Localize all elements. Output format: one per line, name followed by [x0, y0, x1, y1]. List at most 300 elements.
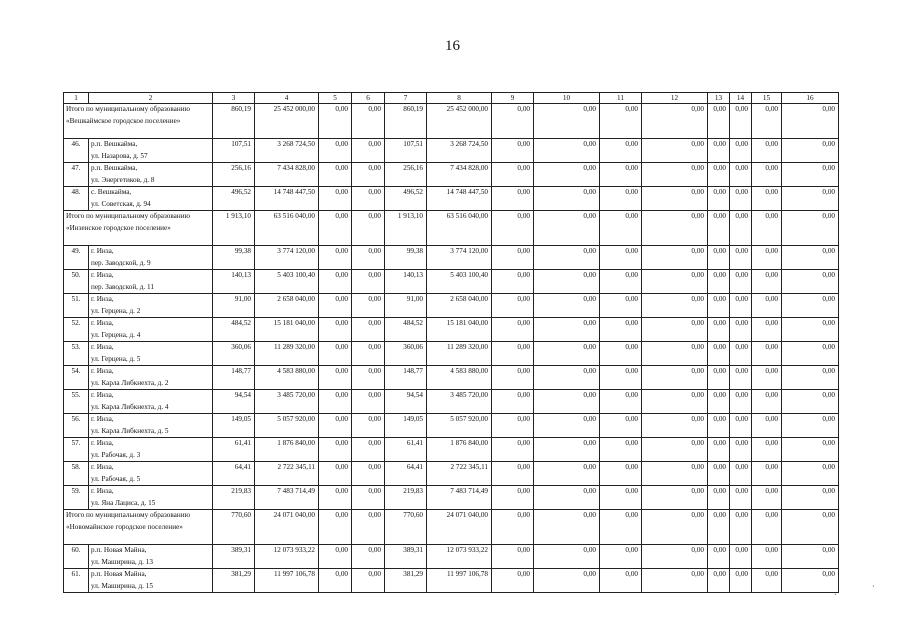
value-cell: 0,00	[708, 462, 730, 486]
value-cell: 0,00	[752, 104, 782, 139]
value-cell: 0,00	[319, 270, 352, 294]
value-cell: 0,00	[782, 342, 839, 366]
value-cell: 0,00	[708, 187, 730, 211]
value-cell: 0,00	[782, 163, 839, 187]
value-cell: 1 913,10	[385, 211, 427, 246]
scan-dot: ·	[872, 582, 875, 591]
address-line-1: г. Инза,	[91, 415, 114, 423]
value-cell: 770,60	[385, 510, 427, 545]
value-cell: 0,00	[642, 139, 708, 163]
value-cell: 0,00	[730, 211, 752, 246]
value-cell: 496,52	[213, 187, 255, 211]
value-cell: 12 073 933,22	[255, 545, 319, 569]
address-line-1: р.п. Вешкайма,	[91, 164, 138, 172]
address-cell	[89, 414, 213, 438]
value-cell: 1 876 840,00	[255, 438, 319, 462]
value-cell: 0,00	[352, 569, 385, 593]
value-cell: 484,52	[385, 318, 427, 342]
value-cell: 91,00	[385, 294, 427, 318]
value-cell: 0,00	[319, 510, 352, 545]
value-cell: 0,00	[319, 246, 352, 270]
value-cell: 0,00	[752, 438, 782, 462]
value-cell: 14 748 447,50	[255, 187, 319, 211]
value-cell: 2 722 345,11	[427, 462, 492, 486]
value-cell: 15 181 040,00	[255, 318, 319, 342]
row-number: 59.	[64, 486, 89, 510]
value-cell: 0,00	[600, 211, 642, 246]
value-cell: 0,00	[352, 318, 385, 342]
value-cell: 149,05	[213, 414, 255, 438]
value-cell: 99,38	[213, 246, 255, 270]
value-cell: 0,00	[730, 342, 752, 366]
row-number: 57.	[64, 438, 89, 462]
value-cell: 0,00	[534, 294, 600, 318]
value-cell: 0,00	[352, 510, 385, 545]
value-cell: 12 073 933,22	[427, 545, 492, 569]
address-line-1: г. Инза,	[91, 247, 114, 255]
value-cell: 0,00	[642, 545, 708, 569]
value-cell: 0,00	[319, 438, 352, 462]
address-line-1: г. Инза,	[91, 391, 114, 399]
value-cell: 381,29	[385, 569, 427, 593]
row-number: 51.	[64, 294, 89, 318]
value-cell: 0,00	[352, 104, 385, 139]
value-cell: 0,00	[600, 366, 642, 390]
value-cell: 1 876 840,00	[427, 438, 492, 462]
row-number: 54.	[64, 366, 89, 390]
value-cell: 0,00	[752, 462, 782, 486]
value-cell: 0,00	[642, 246, 708, 270]
value-cell: 0,00	[492, 294, 534, 318]
value-cell: 11 997 106,78	[255, 569, 319, 593]
value-cell: 0,00	[492, 139, 534, 163]
address-cell	[89, 294, 213, 318]
value-cell: 63 516 040,00	[255, 211, 319, 246]
address-line-1: р.п. Вешкайма,	[91, 140, 138, 148]
value-cell: 0,00	[642, 486, 708, 510]
address-line-2: ул. Советская, д. 94	[91, 199, 151, 208]
value-cell: 0,00	[534, 569, 600, 593]
value-cell: 24 071 040,00	[255, 510, 319, 545]
value-cell: 0,00	[730, 569, 752, 593]
table-row	[64, 294, 839, 318]
value-cell: 0,00	[319, 318, 352, 342]
address-cell	[89, 139, 213, 163]
value-cell: 0,00	[708, 569, 730, 593]
value-cell: 0,00	[492, 342, 534, 366]
value-cell: 0,00	[534, 104, 600, 139]
value-cell: 0,00	[352, 246, 385, 270]
row-number: 55.	[64, 390, 89, 414]
column-number: 4	[255, 93, 319, 104]
address-cell	[89, 545, 213, 569]
value-cell: 0,00	[708, 104, 730, 139]
value-cell: 256,16	[213, 163, 255, 187]
value-cell: 94,54	[213, 390, 255, 414]
value-cell: 0,00	[600, 318, 642, 342]
value-cell: 0,00	[600, 246, 642, 270]
row-number: 53.	[64, 342, 89, 366]
value-cell: 0,00	[642, 438, 708, 462]
value-cell: 0,00	[492, 366, 534, 390]
value-cell: 0,00	[752, 414, 782, 438]
value-cell: 0,00	[708, 342, 730, 366]
value-cell: 0,00	[600, 486, 642, 510]
value-cell: 0,00	[708, 246, 730, 270]
table-row	[64, 270, 839, 294]
value-cell: 94,54	[385, 390, 427, 414]
value-cell: 496,52	[385, 187, 427, 211]
value-cell: 64,41	[385, 462, 427, 486]
value-cell: 0,00	[534, 163, 600, 187]
value-cell: 0,00	[352, 462, 385, 486]
value-cell: 0,00	[492, 545, 534, 569]
value-cell: 0,00	[534, 414, 600, 438]
value-cell: 0,00	[752, 510, 782, 545]
value-cell: 3 774 120,00	[255, 246, 319, 270]
address-cell	[89, 318, 213, 342]
column-number: 2	[89, 93, 213, 104]
value-cell: 3 485 720,00	[255, 390, 319, 414]
address-line-1: г. Инза,	[91, 319, 114, 327]
table-row	[64, 187, 839, 211]
address-line-1: р.п. Новая Майна,	[91, 546, 147, 554]
address-line-1: г. Инза,	[91, 439, 114, 447]
value-cell: 0,00	[534, 510, 600, 545]
value-cell: 0,00	[600, 104, 642, 139]
value-cell: 107,51	[385, 139, 427, 163]
subtotal-row	[64, 510, 839, 545]
value-cell: 0,00	[534, 318, 600, 342]
value-cell: 0,00	[752, 390, 782, 414]
value-cell: 2 658 040,00	[255, 294, 319, 318]
value-cell: 0,00	[708, 139, 730, 163]
value-cell: 7 483 714,49	[255, 486, 319, 510]
table-row	[64, 139, 839, 163]
value-cell: 0,00	[319, 390, 352, 414]
value-cell: 0,00	[319, 342, 352, 366]
value-cell: 0,00	[492, 414, 534, 438]
address-cell	[89, 462, 213, 486]
value-cell: 0,00	[534, 187, 600, 211]
value-cell: 0,00	[642, 163, 708, 187]
address-line-1: г. Инза,	[91, 367, 114, 375]
value-cell: 63 516 040,00	[427, 211, 492, 246]
value-cell: 0,00	[600, 545, 642, 569]
value-cell: 0,00	[319, 569, 352, 593]
address-line-1: г. Инза,	[91, 343, 114, 351]
value-cell: 0,00	[782, 318, 839, 342]
table-row	[64, 246, 839, 270]
value-cell: 3 268 724,50	[255, 139, 319, 163]
value-cell: 0,00	[782, 569, 839, 593]
value-cell: 0,00	[534, 545, 600, 569]
value-cell: 484,52	[213, 318, 255, 342]
value-cell: 0,00	[319, 414, 352, 438]
value-cell: 0,00	[534, 342, 600, 366]
value-cell: 0,00	[730, 366, 752, 390]
value-cell: 219,83	[385, 486, 427, 510]
address-cell	[89, 390, 213, 414]
column-number: 9	[492, 93, 534, 104]
value-cell: 381,29	[213, 569, 255, 593]
column-number: 10	[534, 93, 600, 104]
value-cell: 0,00	[708, 366, 730, 390]
address-cell	[89, 342, 213, 366]
value-cell: 1 913,10	[213, 211, 255, 246]
table-row	[64, 486, 839, 510]
value-cell: 0,00	[319, 366, 352, 390]
value-cell: 0,00	[642, 414, 708, 438]
value-cell: 61,41	[385, 438, 427, 462]
value-cell: 0,00	[782, 211, 839, 246]
value-cell: 0,00	[642, 366, 708, 390]
address-cell	[89, 569, 213, 593]
table-row	[64, 414, 839, 438]
address-line-1: с. Вешкайма,	[91, 188, 132, 196]
value-cell: 0,00	[752, 163, 782, 187]
value-cell: 0,00	[600, 462, 642, 486]
value-cell: 0,00	[492, 104, 534, 139]
subtotal-row	[64, 211, 839, 246]
value-cell: 0,00	[600, 342, 642, 366]
address-line-1: г. Инза,	[91, 463, 114, 471]
value-cell: 4 583 880,00	[427, 366, 492, 390]
value-cell: 0,00	[752, 187, 782, 211]
value-cell: 0,00	[782, 294, 839, 318]
column-number: 6	[352, 93, 385, 104]
value-cell: 0,00	[708, 545, 730, 569]
housing-register-table	[63, 92, 839, 593]
value-cell: 24 071 040,00	[427, 510, 492, 545]
value-cell: 0,00	[782, 187, 839, 211]
value-cell: 0,00	[730, 270, 752, 294]
table-row	[64, 569, 839, 593]
value-cell: 0,00	[730, 545, 752, 569]
value-cell: 0,00	[730, 390, 752, 414]
value-cell: 0,00	[708, 318, 730, 342]
address-line-2: ул. Герцена, д. 5	[91, 354, 141, 363]
value-cell: 14 748 447,50	[427, 187, 492, 211]
subtotal-label: Итого по муниципальному образованию «Вешкаймское городское поселение»	[64, 104, 213, 139]
value-cell: 0,00	[708, 294, 730, 318]
value-cell: 0,00	[642, 294, 708, 318]
value-cell: 0,00	[600, 270, 642, 294]
scan-mark: ˎ	[834, 586, 837, 595]
column-number: 3	[213, 93, 255, 104]
value-cell: 0,00	[752, 139, 782, 163]
subtotal-label: Итого по муниципальному образованию «Новомайнское городское поселение»	[64, 510, 213, 545]
table-row	[64, 390, 839, 414]
value-cell: 0,00	[708, 211, 730, 246]
value-cell: 5 057 920,00	[427, 414, 492, 438]
value-cell: 5 057 920,00	[255, 414, 319, 438]
address-line-2: ул. Карла Либкнехта, д. 2	[91, 378, 169, 387]
value-cell: 0,00	[752, 342, 782, 366]
value-cell: 0,00	[492, 187, 534, 211]
value-cell: 0,00	[319, 211, 352, 246]
value-cell: 0,00	[782, 438, 839, 462]
value-cell: 0,00	[492, 390, 534, 414]
value-cell: 0,00	[642, 104, 708, 139]
address-line-1: г. Инза,	[91, 271, 114, 279]
value-cell: 11 997 106,78	[427, 569, 492, 593]
value-cell: 0,00	[600, 390, 642, 414]
value-cell: 0,00	[534, 211, 600, 246]
address-line-2: ул. Рабочая, д. 3	[91, 450, 141, 459]
value-cell: 0,00	[708, 390, 730, 414]
value-cell: 0,00	[708, 414, 730, 438]
value-cell: 0,00	[600, 163, 642, 187]
value-cell: 0,00	[492, 163, 534, 187]
value-cell: 0,00	[319, 187, 352, 211]
value-cell: 0,00	[782, 246, 839, 270]
value-cell: 140,13	[213, 270, 255, 294]
column-number: 5	[319, 93, 352, 104]
value-cell: 0,00	[352, 438, 385, 462]
value-cell: 0,00	[319, 294, 352, 318]
address-line-1: г. Инза,	[91, 487, 114, 495]
value-cell: 0,00	[352, 270, 385, 294]
value-cell: 0,00	[352, 390, 385, 414]
table-row	[64, 366, 839, 390]
value-cell: 7 483 714,49	[427, 486, 492, 510]
table-row	[64, 318, 839, 342]
value-cell: 0,00	[534, 486, 600, 510]
value-cell: 0,00	[642, 211, 708, 246]
value-cell: 0,00	[352, 486, 385, 510]
column-number-row	[64, 93, 839, 104]
value-cell: 860,19	[385, 104, 427, 139]
value-cell: 91,00	[213, 294, 255, 318]
value-cell: 61,41	[213, 438, 255, 462]
table-row	[64, 462, 839, 486]
value-cell: 0,00	[492, 486, 534, 510]
value-cell: 0,00	[730, 414, 752, 438]
subtotal-row	[64, 104, 839, 139]
value-cell: 0,00	[782, 486, 839, 510]
address-line-2: ул. Яна Лациса, д. 15	[91, 498, 156, 507]
value-cell: 0,00	[534, 438, 600, 462]
value-cell: 0,00	[752, 366, 782, 390]
value-cell: 3 774 120,00	[427, 246, 492, 270]
value-cell: 0,00	[352, 187, 385, 211]
address-cell	[89, 486, 213, 510]
value-cell: 3 485 720,00	[427, 390, 492, 414]
value-cell: 860,19	[213, 104, 255, 139]
column-number: 16	[782, 93, 839, 104]
table-row	[64, 545, 839, 569]
value-cell: 5 403 100,40	[427, 270, 492, 294]
value-cell: 0,00	[319, 486, 352, 510]
value-cell: 256,16	[385, 163, 427, 187]
row-number: 61.	[64, 569, 89, 593]
value-cell: 0,00	[642, 187, 708, 211]
address-cell	[89, 246, 213, 270]
column-number: 1	[64, 93, 89, 104]
value-cell: 7 434 828,00	[427, 163, 492, 187]
value-cell: 149,05	[385, 414, 427, 438]
column-number: 12	[642, 93, 708, 104]
value-cell: 0,00	[492, 246, 534, 270]
value-cell: 140,13	[385, 270, 427, 294]
value-cell: 11 289 320,00	[255, 342, 319, 366]
value-cell: 0,00	[708, 270, 730, 294]
value-cell: 0,00	[782, 510, 839, 545]
row-number: 52.	[64, 318, 89, 342]
address-cell	[89, 187, 213, 211]
value-cell: 389,31	[385, 545, 427, 569]
value-cell: 0,00	[319, 462, 352, 486]
value-cell: 107,51	[213, 139, 255, 163]
value-cell: 11 289 320,00	[427, 342, 492, 366]
value-cell: 0,00	[492, 211, 534, 246]
value-cell: 0,00	[782, 104, 839, 139]
value-cell: 0,00	[319, 545, 352, 569]
address-line-2: ул. Карла Либкнехта, д. 5	[91, 426, 169, 435]
value-cell: 0,00	[352, 294, 385, 318]
value-cell: 0,00	[642, 390, 708, 414]
value-cell: 0,00	[352, 414, 385, 438]
address-line-1: р.п. Новая Майна,	[91, 570, 147, 578]
address-cell	[89, 163, 213, 187]
value-cell: 219,83	[213, 486, 255, 510]
address-cell	[89, 366, 213, 390]
address-line-2: ул. Энергетиков, д. 8	[91, 175, 155, 184]
value-cell: 0,00	[752, 545, 782, 569]
value-cell: 0,00	[730, 318, 752, 342]
value-cell: 0,00	[642, 510, 708, 545]
value-cell: 4 583 880,00	[255, 366, 319, 390]
value-cell: 2 722 345,11	[255, 462, 319, 486]
table-row	[64, 438, 839, 462]
value-cell: 0,00	[752, 569, 782, 593]
value-cell: 0,00	[352, 366, 385, 390]
value-cell: 0,00	[600, 414, 642, 438]
value-cell: 0,00	[492, 438, 534, 462]
address-line-2: пер. Заводской, д. 9	[91, 258, 151, 267]
value-cell: 389,31	[213, 545, 255, 569]
value-cell: 2 658 040,00	[427, 294, 492, 318]
value-cell: 0,00	[752, 246, 782, 270]
row-number: 49.	[64, 246, 89, 270]
value-cell: 0,00	[492, 510, 534, 545]
row-number: 47.	[64, 163, 89, 187]
row-number: 58.	[64, 462, 89, 486]
value-cell: 0,00	[730, 462, 752, 486]
row-number: 46.	[64, 139, 89, 163]
value-cell: 5 403 100,40	[255, 270, 319, 294]
value-cell: 0,00	[642, 318, 708, 342]
value-cell: 0,00	[492, 569, 534, 593]
column-number: 11	[600, 93, 642, 104]
value-cell: 0,00	[600, 438, 642, 462]
value-cell: 25 452 000,00	[255, 104, 319, 139]
value-cell: 0,00	[352, 342, 385, 366]
value-cell: 0,00	[352, 163, 385, 187]
table-row	[64, 163, 839, 187]
value-cell: 0,00	[782, 139, 839, 163]
address-line-2: пер. Заводской, д. 11	[91, 282, 154, 291]
subtotal-label: Итого по муниципальному образованию «Инзенское городское поселение»	[64, 211, 213, 246]
column-number: 8	[427, 93, 492, 104]
value-cell: 0,00	[782, 390, 839, 414]
value-cell: 148,77	[385, 366, 427, 390]
value-cell: 0,00	[352, 139, 385, 163]
value-cell: 0,00	[642, 342, 708, 366]
value-cell: 0,00	[708, 486, 730, 510]
address-line-2: ул. Маширина, д. 15	[91, 581, 153, 590]
